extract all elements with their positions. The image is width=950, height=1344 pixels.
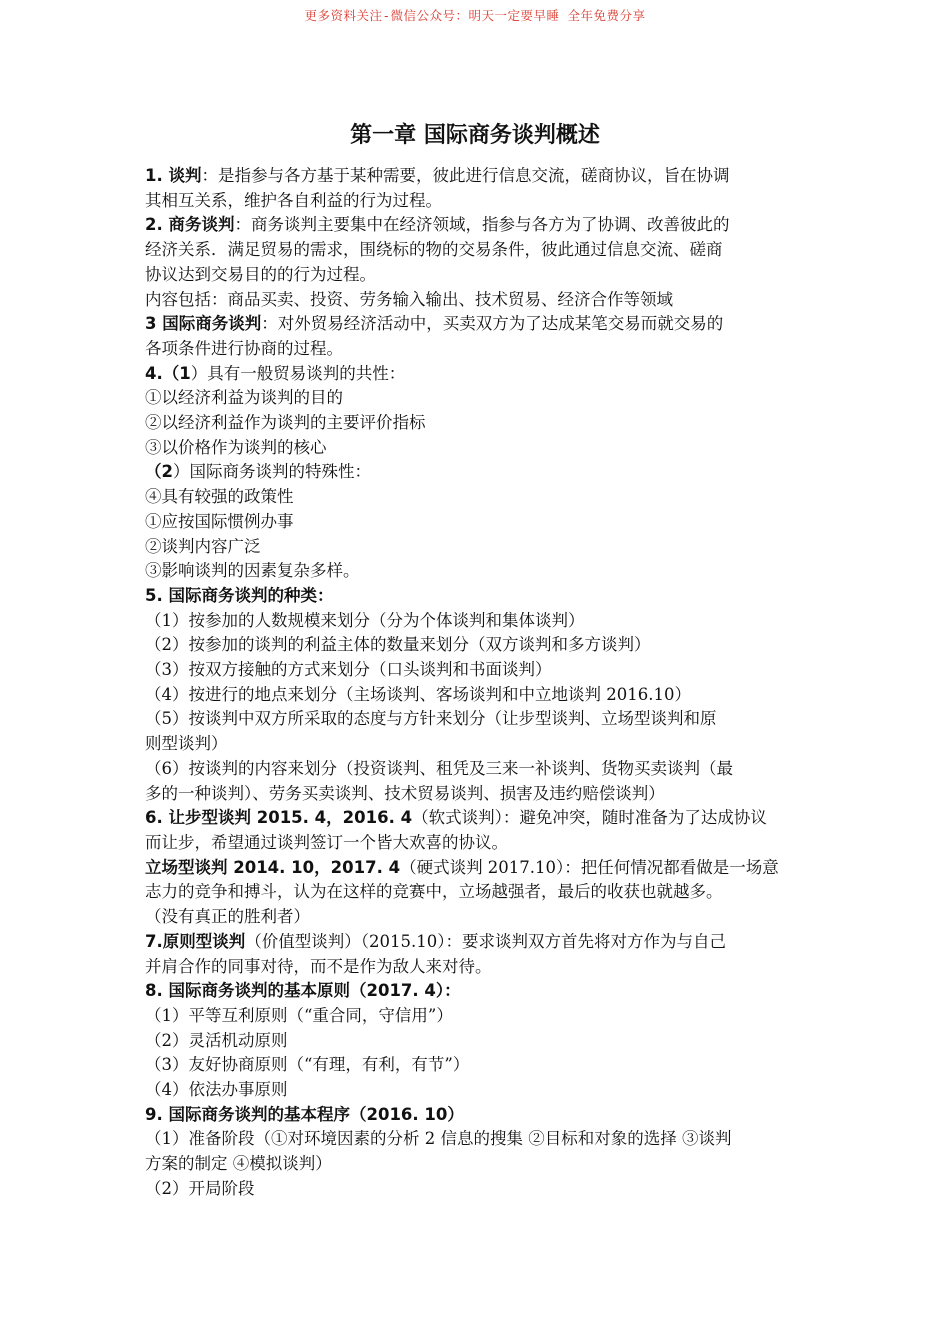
text-line [145, 312, 807, 337]
line-text: （2）开局阶段 [145, 1178, 255, 1198]
text-line [145, 1127, 807, 1152]
text-line [145, 189, 807, 214]
text-line [145, 1004, 807, 1029]
text-line [145, 436, 807, 461]
line-text: （3）友好协商原则（“有理，有利，有节”） [145, 1055, 470, 1075]
text-line [145, 609, 807, 634]
line-text: ③以价格作为谈判的核心 [145, 437, 327, 457]
line-text: （1）平等互利原则（“重合同，守信用”） [145, 1005, 453, 1025]
text-line [145, 460, 807, 485]
document-body [145, 164, 807, 1202]
line-text: （4）按进行的地点来划分（主场谈判、客场谈判和中立地谈判 2016.10） [145, 684, 691, 704]
line-text: （价值型谈判）（2015.10）：要求谈判双方首先将对方作为与自己 [245, 931, 726, 951]
line-heading: 3 国际商务谈判 [145, 314, 262, 334]
line-text: ）国际商务谈判的特殊性： [172, 462, 371, 482]
line-text: （2）灵活机动原则 [145, 1030, 288, 1050]
text-line [145, 707, 807, 732]
line-heading: 6. 让步型谈判 2015. 4，2016. 4 [145, 808, 413, 828]
text-line [145, 880, 807, 905]
line-heading: 4.（1 [145, 363, 191, 383]
text-line [145, 856, 807, 881]
header-promo-note: 更多资料关注-微信公众号：明天一定要早睡 全年免费分享 [304, 8, 646, 23]
line-text: 多的一种谈判）、劳务买卖谈判、技术贸易谈判、损害及违约赔偿谈判） [145, 783, 665, 803]
line-text: ③影响谈判的因素复杂多样。 [145, 561, 360, 581]
line-text: 协议达到交易目的的行为过程。 [145, 264, 376, 284]
line-text: ④具有较强的政策性 [145, 487, 294, 507]
text-line [145, 633, 807, 658]
line-heading: （2 [145, 462, 173, 482]
line-text: （硬式谈判 2017.10）：把任何情况都看做是一场意 [400, 857, 779, 877]
page-title: 第一章 国际商务谈判概述 [350, 123, 600, 148]
text-line [145, 782, 807, 807]
line-text: 其相互关系，维护各自利益的行为过程。 [145, 190, 442, 210]
text-line [145, 1078, 807, 1103]
line-text: （没有真正的胜利者） [145, 907, 310, 927]
line-text: （5）按谈判中双方所采取的态度与方针来划分（让步型谈判、立场型谈判和原 [145, 709, 717, 729]
text-line [145, 732, 807, 757]
line-text: （6）按谈判的内容来划分（投资谈判、租凭及三来一补谈判、货物买卖谈判（最 [145, 758, 733, 778]
line-heading: 7.原则型谈判 [145, 931, 246, 951]
line-text: （2）按参加的谈判的利益主体的数量来划分（双方谈判和多方谈判） [145, 635, 651, 655]
line-text: （1）按参加的人数规模来划分（分为个体谈判和集体谈判） [145, 610, 585, 630]
text-line [145, 559, 807, 584]
line-heading: 5. 国际商务谈判的种类： [145, 585, 334, 605]
line-text: ①以经济利益为谈判的目的 [145, 388, 343, 408]
text-line [145, 1177, 807, 1202]
text-line [145, 263, 807, 288]
text-line [145, 510, 807, 535]
line-text: 志力的竞争和搏斗，认为在这样的竞赛中，立场越强者，最后的收获也就越多。 [145, 882, 723, 902]
line-text: ：对外贸易经济活动中，买卖双方为了达成某笔交易而就交易的 [261, 314, 724, 334]
line-text: ：是指参与各方基于某种需要，彼此进行信息交流，磋商协议，旨在协调 [201, 166, 730, 185]
text-line [145, 930, 807, 955]
text-line [145, 213, 807, 238]
text-line [145, 1029, 807, 1054]
text-line [145, 806, 807, 831]
text-line [145, 535, 807, 560]
line-text: ②谈判内容广泛 [145, 536, 261, 556]
text-line [145, 979, 807, 1004]
text-line [145, 386, 807, 411]
line-text: 则型谈判） [145, 734, 228, 754]
text-line [145, 905, 807, 930]
line-text: ）具有一般贸易谈判的共性： [190, 363, 406, 383]
line-text: 内容包括：商品买卖、投资、劳务输入输出、技术贸易、经济合作等领域 [145, 289, 673, 309]
line-text: 并肩合作的同事对待，而不是作为敌人来对待。 [145, 956, 492, 976]
text-line [145, 288, 807, 313]
text-line [145, 683, 807, 708]
line-text: 方案的制定 ④模拟谈判） [145, 1154, 332, 1174]
text-line [145, 757, 807, 782]
line-text: ①应按国际惯例办事 [145, 511, 294, 531]
line-heading: 9. 国际商务谈判的基本程序（2016. 10） [145, 1104, 464, 1124]
text-line [145, 831, 807, 856]
text-line [145, 658, 807, 683]
text-line [145, 164, 807, 189]
line-heading: 2. 商务谈判 [145, 215, 235, 235]
text-line [145, 337, 807, 362]
line-text: （软式谈判）：避免冲突，随时准备为了达成协议 [412, 808, 767, 828]
line-text: ②以经济利益作为谈判的主要评价指标 [145, 413, 426, 433]
text-line [145, 1152, 807, 1177]
text-line [145, 362, 807, 387]
line-text: （3）按双方接触的方式来划分（口头谈判和书面谈判） [145, 660, 552, 680]
line-text: 各项条件进行协商的过程。 [145, 338, 343, 358]
text-line [145, 238, 807, 263]
text-line [145, 411, 807, 436]
text-line [145, 1103, 807, 1128]
line-text: 而让步，希望通过谈判签订一个皆大欢喜的协议。 [145, 832, 508, 852]
line-heading: 立场型谈判 2014. 10，2017. 4 [145, 857, 401, 877]
line-text: 经济关系．满足贸易的需求，围绕标的物的交易条件，彼此通过信息交流、磋商 [145, 240, 723, 260]
text-line [145, 485, 807, 510]
line-text: （1）准备阶段（①对环境因素的分析 2 信息的搜集 ②目标和对象的选择 ③谈判 [145, 1129, 732, 1149]
line-text: ：商务谈判主要集中在经济领域，指参与各方为了协调、改善彼此的 [234, 215, 730, 235]
text-line [145, 955, 807, 980]
line-text: （4）依法办事原则 [145, 1080, 288, 1100]
text-line [145, 1053, 807, 1078]
text-line [145, 584, 807, 609]
line-heading: 8. 国际商务谈判的基本原则（2017. 4）： [145, 981, 461, 1001]
line-heading: 1. 谈判 [145, 166, 202, 185]
